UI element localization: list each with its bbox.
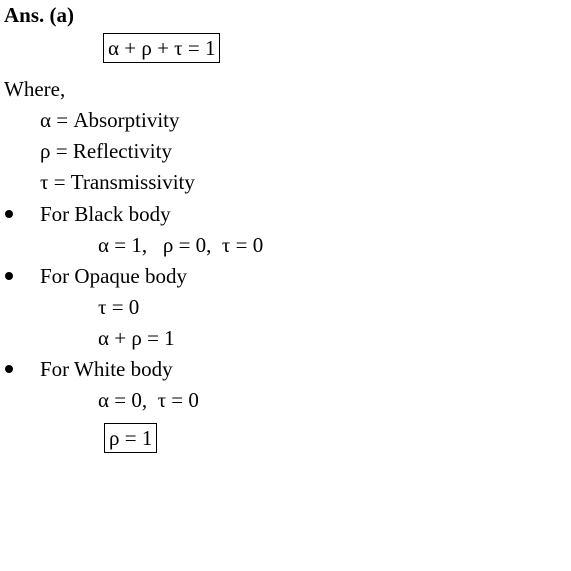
definition-absorptivity: α = Absorptivity [40,108,180,132]
bullet-icon [5,365,13,373]
case-opaque-body-sum: α + ρ = 1 [98,326,175,350]
definition-transmissivity: τ = Transmissivity [40,170,195,194]
bullet-icon [5,210,13,218]
answer-label: Ans. (a) [4,3,75,27]
case-heading-black-body: For Black body [40,202,171,226]
case-opaque-body-tau: τ = 0 [98,295,140,319]
case-heading-opaque-body: For Opaque body [40,264,187,288]
main-equation-box: α + ρ + τ = 1 [103,33,220,63]
bullet-icon [5,272,13,280]
case-white-body-values: α = 0, τ = 0 [98,388,199,412]
case-black-body-values: α = 1, ρ = 0, τ = 0 [98,233,264,257]
where-label: Where, [4,77,66,101]
case-heading-white-body: For White body [40,357,173,381]
white-body-result-box: ρ = 1 [104,423,157,453]
definition-reflectivity: ρ = Reflectivity [40,139,172,163]
